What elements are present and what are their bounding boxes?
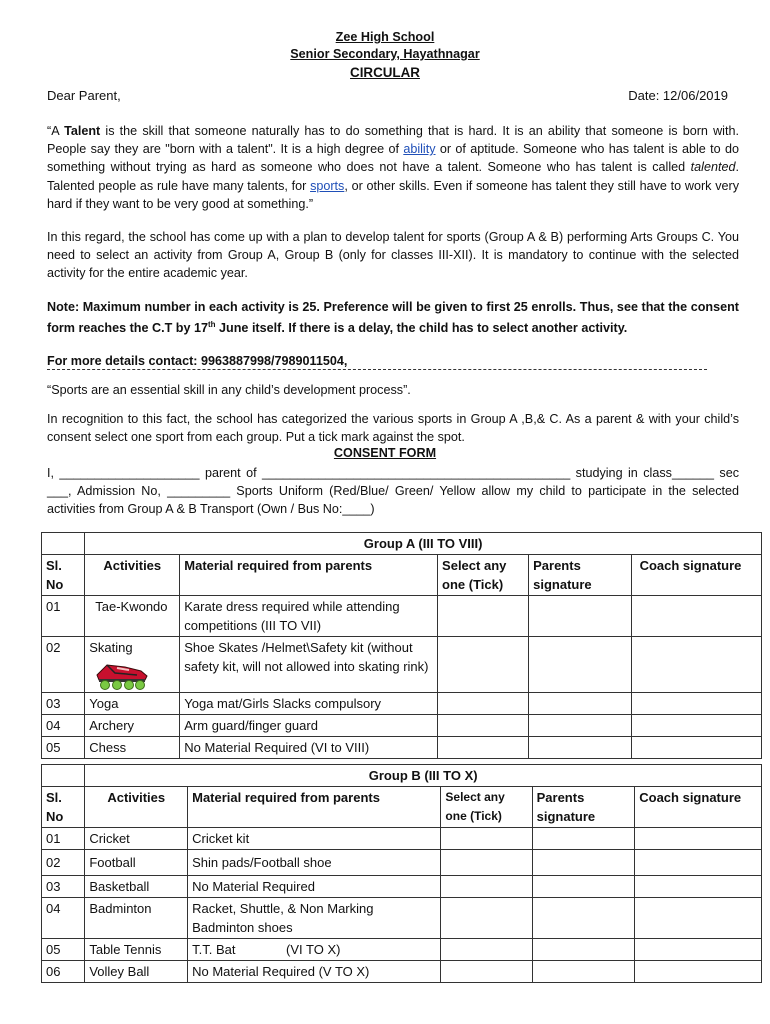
parent-signature-cell[interactable] — [532, 876, 635, 898]
col-parents: Parents signature — [532, 787, 635, 828]
select-cell[interactable] — [441, 828, 532, 850]
activity-name: Archery — [85, 715, 180, 737]
circular-title: CIRCULAR — [350, 65, 420, 80]
col-activities: Activities — [85, 787, 188, 828]
coach-signature-cell[interactable] — [631, 637, 761, 693]
select-cell[interactable] — [441, 876, 532, 898]
parent-signature-cell[interactable] — [529, 693, 631, 715]
col-select: Select any one (Tick) — [441, 787, 532, 828]
material-text: T.T. Bat (VI TO X) — [188, 939, 441, 961]
material-text: Shoe Skates /Helmet\Safety kit (without safety kit, will not allowed into skating rink) — [180, 637, 438, 693]
col-select: Select any one (Tick) — [438, 555, 529, 596]
material-text: Arm guard/finger guard — [180, 715, 438, 737]
parent-signature-cell[interactable] — [529, 637, 631, 693]
parent-signature-cell[interactable] — [529, 715, 631, 737]
row-number: 06 — [42, 961, 85, 983]
greeting: Dear Parent, — [47, 88, 121, 103]
group-b-table — [41, 764, 762, 983]
table-row — [42, 961, 762, 983]
coach-signature-cell[interactable] — [631, 737, 761, 759]
select-cell[interactable] — [441, 850, 532, 876]
activity-name: Skating — [89, 640, 133, 655]
row-number: 03 — [42, 876, 85, 898]
table-row — [42, 876, 762, 898]
row-number: 05 — [42, 737, 85, 759]
col-sl-no: Sl. No — [42, 555, 85, 596]
table-row — [42, 898, 762, 939]
contact-line: For more details contact: 9963887998/7989011504, — [47, 354, 348, 368]
col-parents: Parents signature — [529, 555, 631, 596]
table-row — [42, 715, 762, 737]
activity-name: Table Tennis — [85, 939, 188, 961]
ability-link[interactable]: ability — [403, 142, 436, 157]
material-text: Yoga mat/Girls Slacks compulsory — [180, 693, 438, 715]
parent-signature-cell[interactable] — [532, 961, 635, 983]
coach-signature-cell[interactable] — [631, 596, 761, 637]
activity-name: Chess — [85, 737, 180, 759]
table-row — [42, 693, 762, 715]
col-material: Material required from parents — [180, 555, 438, 596]
parent-signature-cell[interactable] — [532, 898, 635, 939]
consent-form-title: CONSENT FORM — [333, 446, 437, 460]
coach-signature-cell[interactable] — [635, 939, 762, 961]
material-text: No Material Required — [188, 876, 441, 898]
group-b-header-row — [42, 787, 762, 828]
material-text: Cricket kit — [188, 828, 441, 850]
table-row — [42, 637, 762, 693]
select-cell[interactable] — [438, 737, 529, 759]
sports-link[interactable]: sports — [310, 178, 345, 193]
col-material: Material required from parents — [188, 787, 441, 828]
coach-signature-cell[interactable] — [635, 850, 762, 876]
parent-signature-cell[interactable] — [529, 737, 631, 759]
col-sl-no: Sl. No — [42, 787, 85, 828]
coach-signature-cell[interactable] — [635, 828, 762, 850]
consent-text: I, ____________________ parent of ____________________________________________ studying in class______ sec ___, Admission No, _________ Sports Uniform (Red/Blue/ Green/ Yellow allow my child to participate in the selected activities from Group A & B Transport (Own / Bus No:____) — [47, 466, 739, 517]
select-cell[interactable] — [438, 637, 529, 693]
row-number: 04 — [42, 715, 85, 737]
select-cell[interactable] — [438, 715, 529, 737]
select-cell[interactable] — [438, 693, 529, 715]
material-text: No Material Required (V TO X) — [188, 961, 441, 983]
group-a-table — [41, 532, 762, 759]
table-row — [42, 596, 762, 637]
group-a-corner — [42, 533, 85, 555]
col-coach: Coach signature — [635, 787, 762, 828]
group-a-title: Group A (III TO VIII) — [85, 533, 762, 555]
table-row — [42, 850, 762, 876]
activity-name: Tae-Kwondo — [85, 596, 180, 637]
parent-signature-cell[interactable] — [532, 939, 635, 961]
activity-name: Cricket — [85, 828, 188, 850]
col-activities: Activities — [85, 555, 180, 596]
parent-signature-cell[interactable] — [532, 850, 635, 876]
group-a-header-row — [42, 555, 762, 596]
row-number: 03 — [42, 693, 85, 715]
group-b-title: Group B (III TO X) — [85, 765, 762, 787]
sports-quote: “Sports are an essential skill in any child’s development process”. — [47, 383, 411, 397]
row-number: 01 — [42, 828, 85, 850]
material-text: Karate dress required while attending competitions (III TO VII) — [180, 596, 438, 637]
material-text: No Material Required (VI to VIII) — [180, 737, 438, 759]
school-branch: Senior Secondary, Hayathnagar — [290, 47, 480, 61]
col-coach: Coach signature — [631, 555, 761, 596]
table-row — [42, 737, 762, 759]
circular-date: Date: 12/06/2019 — [628, 88, 728, 103]
select-cell[interactable] — [441, 898, 532, 939]
select-cell[interactable] — [438, 596, 529, 637]
group-b-corner — [42, 765, 85, 787]
talent-paragraph: “A Talent is the skill that someone naturally has to do something that is hard. It is an ability that someone is born with. People say they are "born with a talent". It is a high degree of ability or of aptitude. Someone who has talent is able to do something without trying as hard as someone who does not have a talent. Someone who has talent is called talented. Talented people as rule have many talents, for sports, or other skills. Even if someone has talent they still have to work very hard if they want to be very good at something.” — [47, 124, 740, 211]
material-text: Racket, Shuttle, & Non Marking Badminton shoes — [188, 898, 441, 939]
parent-signature-cell[interactable] — [529, 596, 631, 637]
table-row — [42, 828, 762, 850]
roller-skate-icon — [89, 659, 153, 691]
select-cell[interactable] — [441, 961, 532, 983]
school-name: Zee High School — [335, 30, 435, 44]
coach-signature-cell[interactable] — [635, 961, 762, 983]
row-number: 01 — [42, 596, 85, 637]
activity-name: Badminton — [85, 898, 188, 939]
row-number: 05 — [42, 939, 85, 961]
activity-name: Yoga — [85, 693, 180, 715]
dashed-divider — [47, 369, 707, 372]
note-paragraph: Note: Maximum number in each activity is 25. Preference will be given to first 25 enrolls. Thus, see that the consent form reaches the C.T by 17th June itself. If there is a delay, the child has to select another activity. — [47, 300, 739, 336]
parent-signature-cell[interactable] — [532, 828, 635, 850]
activity-name: Football — [85, 850, 188, 876]
row-number: 02 — [42, 637, 85, 693]
coach-signature-cell[interactable] — [635, 876, 762, 898]
activity-name: Basketball — [85, 876, 188, 898]
row-number: 02 — [42, 850, 85, 876]
select-cell[interactable] — [441, 939, 532, 961]
activity-name: Volley Ball — [85, 961, 188, 983]
coach-signature-cell[interactable] — [631, 693, 761, 715]
table-row — [42, 939, 762, 961]
recognition-paragraph: In recognition to this fact, the school has categorized the various sports in Group A ,B,& C. As a parent & with your child’s consent select one sport from each group. Put a tick mark against the spot. — [47, 412, 739, 445]
plan-paragraph: In this regard, the school has come up with a plan to develop talent for sports (Group A & B) performing Arts Groups C. You need to select an activity from Group A, Group B (only for classes III-XII). It is mandatory to continue with the selected activity for the entire academic year. — [47, 230, 739, 281]
coach-signature-cell[interactable] — [631, 715, 761, 737]
material-text: Shin pads/Football shoe — [188, 850, 441, 876]
activity-cell — [85, 637, 180, 693]
coach-signature-cell[interactable] — [635, 898, 762, 939]
row-number: 04 — [42, 898, 85, 939]
